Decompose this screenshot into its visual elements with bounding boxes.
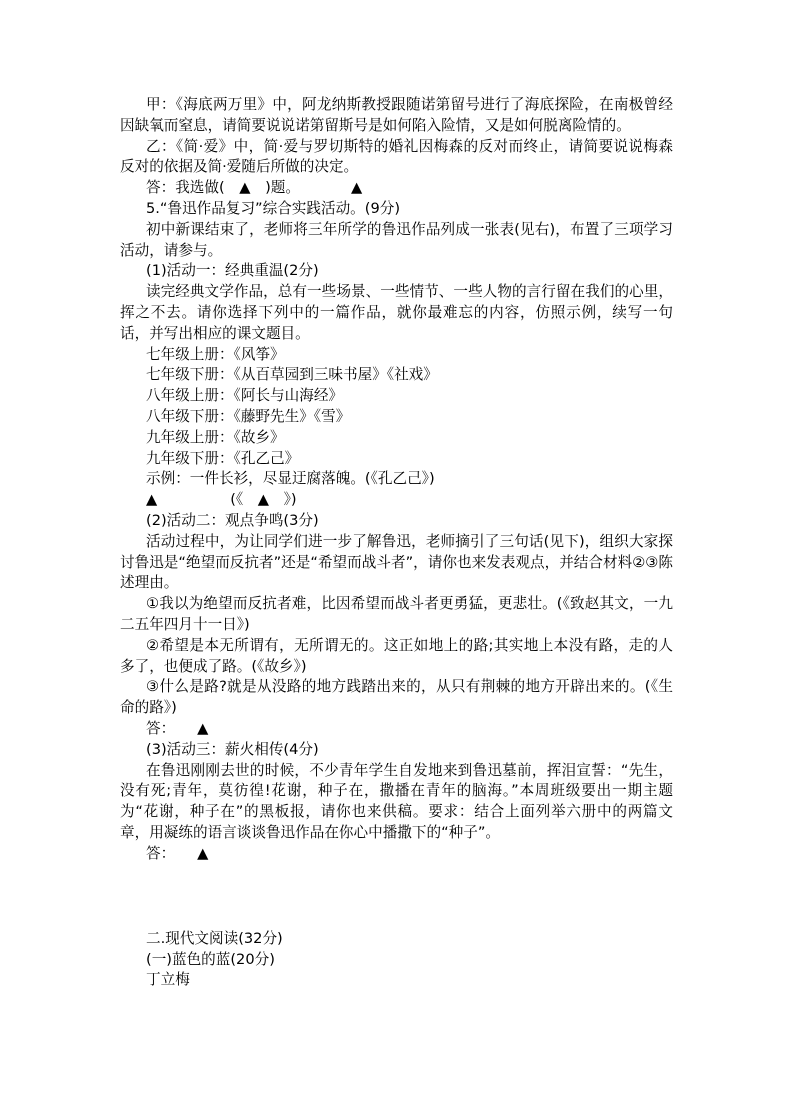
activity-3-prompt: 在鲁迅刚刚去世的时候，不少青年学生自发地来到鲁迅墓前，挥泪宣誓：“先生，没有死;青年，莫彷徨!花谢，种子在，撒播在青年的脑海。”本周班级要出一期主题为“花谢，种子在”的黑板报，请你也来供稿。要求：结合上面列举六册中的两篇文章，用凝练的语言谈谈鲁迅作品在你心中播撒下的“种子”。 [120,761,673,841]
work-list-item: 七年级下册：《从百草园到三味书屋》《社戏》 [146,366,438,384]
blank-line [120,885,673,906]
section-2-heading: 二.现代文阅读(32分) [146,929,283,947]
answer-line: ▲ (《 ▲ 》) [146,491,297,509]
document-body [120,95,673,991]
work-list-item: 八年级上册：《阿长与山海经》 [146,387,344,405]
question-5-title: 5.“鲁迅作品复习”综合实践活动。(9分) [146,199,401,217]
quote-2: ②希望是本无所谓有，无所谓无的。这正如地上的路;其实地上本没有路，走的人多了，也便成了路。(《故乡》) [120,636,673,675]
question-option-jia: 甲：《海底两万里》中，阿龙纳斯教授跟随诺第留号进行了海底探险，在南极曾经因缺氧而窒息，请简要说说诺第留斯号是如何陷入险情，又是如何脱离险情的。 [120,96,673,134]
example-line: 示例：一件长衫，尽显迂腐落魄。(《孔乙己》) [146,470,435,488]
activity-1-prompt: 读完经典文学作品，总有一些场景、一些情节、一些人物的言行留在我们的心里，挥之不去。请你选择下列中的一篇作品，就你最难忘的内容，仿照示例，续写一句话，并写出相应的课文题目。 [120,283,673,342]
activity-1-title: (1)活动一：经典重温(2分) [146,262,319,280]
activity-2-prompt: 活动过程中，为让同学们进一步了解鲁迅，老师摘引了三句话(见下)，组织大家探讨鲁迅是“绝望而反抗者”还是“希望而战斗者”，请你也来发表观点，并结合材料②③陈述理由。 [120,532,673,592]
answer-line: 答：我选做( ▲ )题。 ▲ [146,179,363,197]
work-list-item: 九年级上册：《故乡》 [146,428,285,446]
blank-line [120,906,673,927]
work-list-item: 七年级上册：《风筝》 [146,345,285,363]
work-list-item: 八年级下册：《藤野先生》《雪》 [146,407,351,425]
work-list-item: 九年级下册：《孔乙己》 [146,449,300,467]
answer-line: 答： ▲ [146,719,209,737]
quote-1: ①我以为绝望而反抗者难，比因希望而战斗者更勇猛，更悲壮。(《致赵其文，一九二五年四月十一日》) [120,595,673,633]
blank-line [120,864,673,885]
passage-title: (一)蓝色的蓝(20分) [146,950,275,968]
question-option-yi: 乙：《简·爱》中，简·爱与罗切斯特的婚礼因梅森的反对而终止，请简要说说梅森反对的依据及简·爱随后所做的决定。 [120,137,673,176]
quote-3: ③什么是路?就是从没路的地方践踏出来的，从只有荆棘的地方开辟出来的。(《生命的路》) [120,678,673,717]
question-5-intro: 初中新课结束了，老师将三年所学的鲁迅作品列成一张表(见右)，布置了三项学习活动，请参与。 [120,220,673,259]
activity-3-title: (3)活动三：薪火相传(4分) [146,740,319,758]
answer-line: 答： ▲ [146,844,209,862]
passage-author: 丁立梅 [146,971,190,989]
activity-2-title: (2)活动二：观点争鸣(3分) [146,511,319,529]
